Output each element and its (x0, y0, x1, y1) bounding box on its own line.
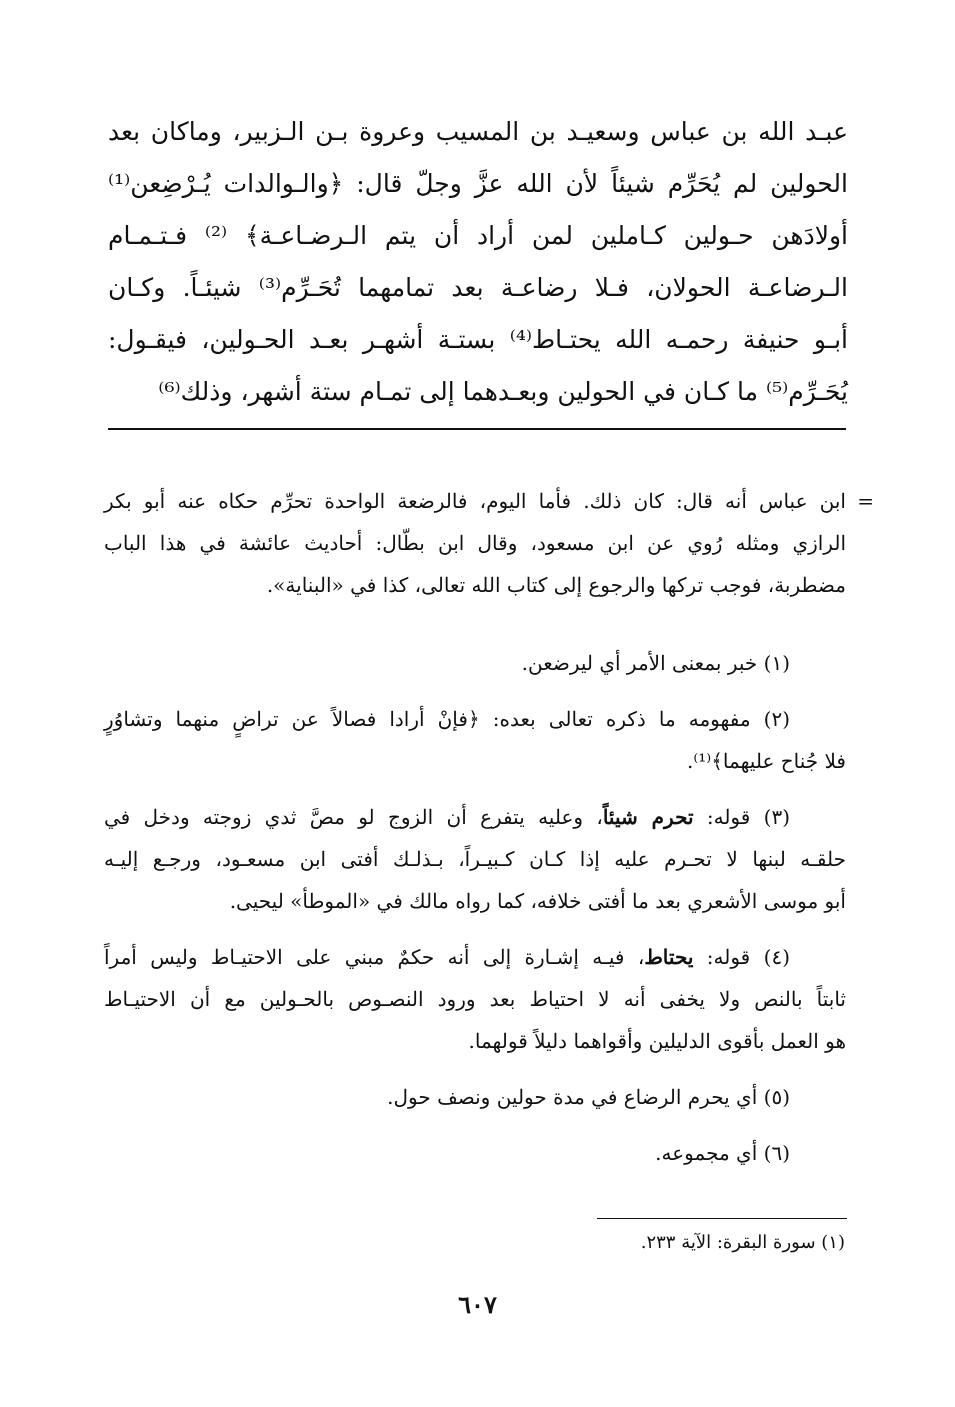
footnote-line (104, 936, 790, 978)
footnote-line: ثابتاً بالنص ولا يخفى أنه لا احتياط بعد ورود النصـوص بالحـولين مع أن الاحتيـاط (104, 987, 846, 1011)
footnote-bold-term: يحتاط (644, 945, 694, 969)
footnote-lead: قوله: (706, 945, 751, 969)
footnote-line: حلقـه لبنها لا تحـرم عليه إذا كـان كـبيـراً، بـذلـك أفتى ابن مسعـود، ورجـع إليـه (104, 847, 846, 871)
footnote-line (104, 796, 790, 838)
footnote (104, 796, 846, 922)
sub-footnote (641, 1228, 845, 1258)
footnote-line: أبو موسى الأشعري بعد ما أفتى خلافه، كما رواه مالك في «الموطأ» ليحيى. (229, 889, 846, 913)
footnote-number: (٦) (763, 1141, 790, 1165)
sub-footnote-text: سورة البقرة: الآية ٢٣٣. (640, 1232, 816, 1253)
main-text-line: الحولين لم يُحَرِّم شيئاً لأن الله عزَّ وجلّ قال: ﴿والـوالدات يُـرْضِعن⁽¹⁾ (108, 169, 848, 198)
footnote-number: (٥) (763, 1085, 790, 1109)
footnote-text: ، فيـه إشـارة إلى أنه حكمٌ مبني على الاحتيـاط وليس أمراً (104, 945, 645, 969)
sub-footnote-separator-rule (597, 1218, 847, 1219)
footnote-line: فلا جُناح عليهما﴾⁽¹⁾. (686, 749, 846, 773)
footnote-line (104, 1076, 790, 1118)
footnotes-list (104, 640, 846, 1188)
continued-footnote-line: الرازي ومثله رُوي عن ابن مسعود، وقال ابن بطّال: أحاديث عائشة في هذا الباب (104, 531, 846, 555)
footnote-line (104, 698, 790, 740)
footnote (104, 1132, 846, 1174)
footnote-line: هو العمل بأقوى الدليلين وأقواهما دليلاً قولهما. (468, 1029, 846, 1053)
footnote (104, 1076, 846, 1118)
main-text-line: أبـو حنيفة رحمـه الله يحتـاط⁽⁴⁾ بستـة أشهـر بعـد الحـولين، فيقـول: (108, 325, 848, 354)
footnote-line (104, 642, 790, 684)
footnote-text: أي مجموعه. (655, 1141, 758, 1165)
continued-footnote-line: مضطربة، فوجب تركها والرجوع إلى كتاب الله تعالى، كذا في «البناية». (266, 573, 846, 597)
footnote-number: (٤) (763, 945, 790, 969)
footnote-number: (٣) (763, 805, 790, 829)
main-text-line: عبـد الله بن عباس وسعيـد بن المسيب وعروة بـن الـزبير، وماكان بعد (108, 117, 848, 146)
footnote (104, 936, 846, 1062)
footnote (104, 642, 846, 684)
sub-footnote-number: (١) (821, 1232, 845, 1253)
footnote-bold-term: تحرم شيئاً (602, 805, 694, 829)
footnote-line (104, 1132, 790, 1174)
continued-footnote-line: ابن عباس أنه قال: كان ذلك. فأما اليوم، فالرضعة الواحدة تحرِّم حكاه عنه أبو بكر (104, 489, 846, 513)
footnote-number: (١) (763, 651, 790, 675)
footnote-separator-rule (108, 428, 846, 430)
footnote-text: أي يحرم الرضاع في مدة حولين ونصف حول. (387, 1085, 758, 1109)
footnote (104, 698, 846, 782)
main-text-block (108, 106, 848, 418)
footnote-text: مفهومه ما ذكره تعالى بعده: ﴿فإنْ أرادا فصالاً عن تراضٍ منهما وتشاوُرٍ (104, 707, 751, 731)
footnote-text: خبر بمعنى الأمر أي ليرضعن. (521, 651, 758, 675)
main-text-line: الـرضاعـة الحولان، فـلا رضاعـة بعد تمامهما تُحَـرِّم⁽³⁾ شيئـاً. وكـان (108, 273, 848, 302)
main-text-line: يُحَـرِّم⁽⁵⁾ ما كـان في الحولين وبعـدهما إلى تمـام ستة أشهر، وذلك⁽⁶⁾ (158, 377, 848, 406)
continued-footnote (104, 480, 874, 606)
main-text-line: أولادَهن حـولين كـاملين لمن أراد أن يتم الـرضـاعـة﴾ ⁽²⁾ فـتـمـام (108, 221, 848, 250)
page-number: ٦٠٧ (458, 1290, 497, 1319)
footnote-lead: قوله: (706, 805, 751, 829)
footnote-number: (٢) (763, 707, 791, 731)
continuation-marker: = (857, 489, 874, 513)
footnote-text: ، وعليه يتفرع أن الزوج لو مصَّ ثدي زوجته ودخل في (104, 805, 603, 829)
